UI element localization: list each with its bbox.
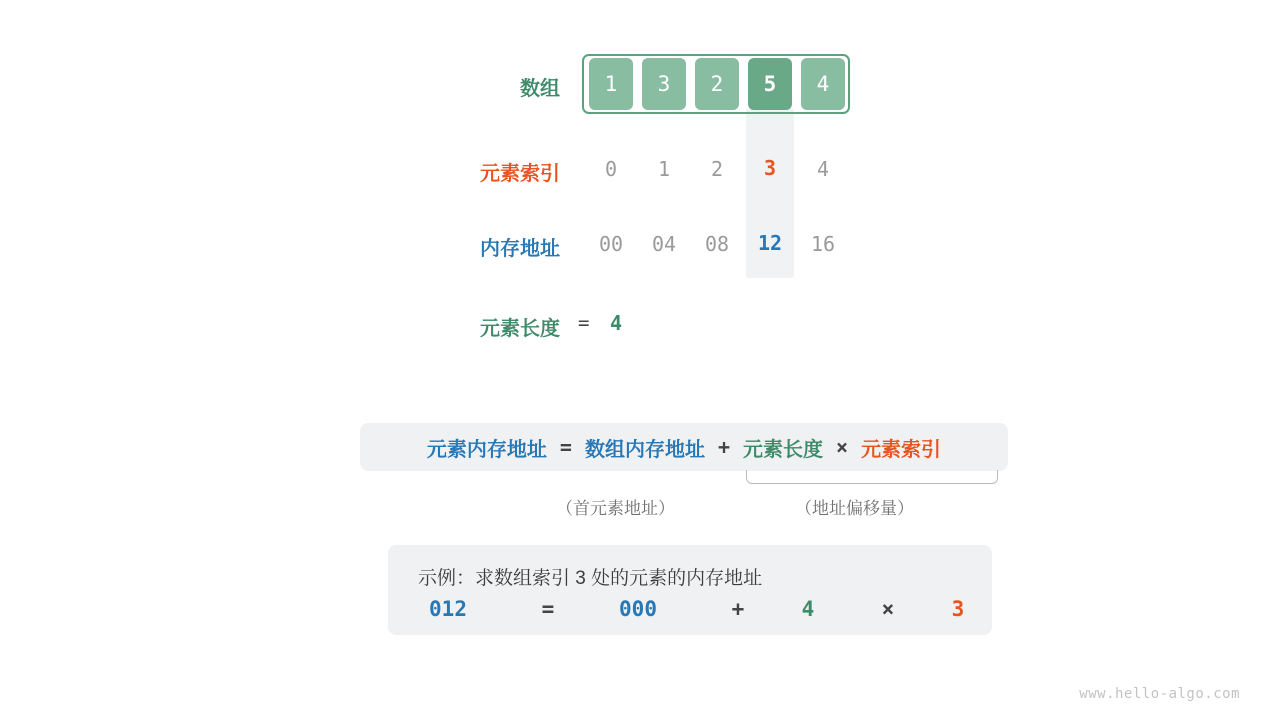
- example-equation: [388, 597, 992, 627]
- formula-times: ×: [836, 435, 849, 459]
- address-value-selected: 12: [757, 231, 783, 255]
- address-row-label: 内存地址: [480, 238, 560, 260]
- watermark: www.hello-algo.com: [1079, 686, 1240, 702]
- array-cell: 3: [642, 58, 686, 110]
- example-panel: [388, 545, 992, 635]
- array-cell-selected: 5: [748, 58, 792, 110]
- length-equals-sign: =: [578, 312, 590, 334]
- address-value: 04: [651, 232, 677, 256]
- index-value: 0: [604, 157, 618, 181]
- index-value: 4: [816, 157, 830, 181]
- example-title: 示例：求数组索引 3 处的元素的内存地址: [418, 568, 763, 589]
- array-cell: 4: [801, 58, 845, 110]
- address-value: 16: [810, 232, 836, 256]
- example-length: 4: [801, 597, 815, 621]
- address-value: 08: [704, 232, 730, 256]
- array-row-label: 数组: [520, 78, 560, 100]
- offset-brace: [746, 470, 998, 484]
- offset-note: （地址偏移量）: [795, 499, 914, 518]
- index-row-label: 元素索引: [480, 163, 560, 185]
- example-base-address: 000: [619, 597, 657, 621]
- address-formula: [360, 423, 1008, 471]
- address-value: 00: [598, 232, 624, 256]
- example-equals: =: [541, 597, 555, 621]
- example-plus: +: [731, 597, 745, 621]
- index-value-selected: 3: [763, 156, 777, 180]
- example-times: ×: [881, 597, 895, 621]
- formula-base-term: 数组内存地址: [584, 438, 705, 461]
- index-value: 1: [657, 157, 671, 181]
- example-index: 3: [951, 597, 965, 621]
- formula-length-term: 元素长度: [743, 438, 824, 461]
- example-result: 012: [429, 597, 467, 621]
- length-value: 4: [610, 311, 623, 335]
- formula-equals: =: [559, 435, 572, 459]
- formula-index-term: 元素索引: [861, 438, 942, 461]
- index-value: 2: [710, 157, 724, 181]
- array-cell: 2: [695, 58, 739, 110]
- formula-result-term: 元素内存地址: [426, 438, 547, 461]
- array-cell: 1: [589, 58, 633, 110]
- first-address-note: （首元素地址）: [556, 499, 675, 518]
- length-row-label: 元素长度: [480, 318, 560, 340]
- formula-plus: +: [717, 435, 731, 459]
